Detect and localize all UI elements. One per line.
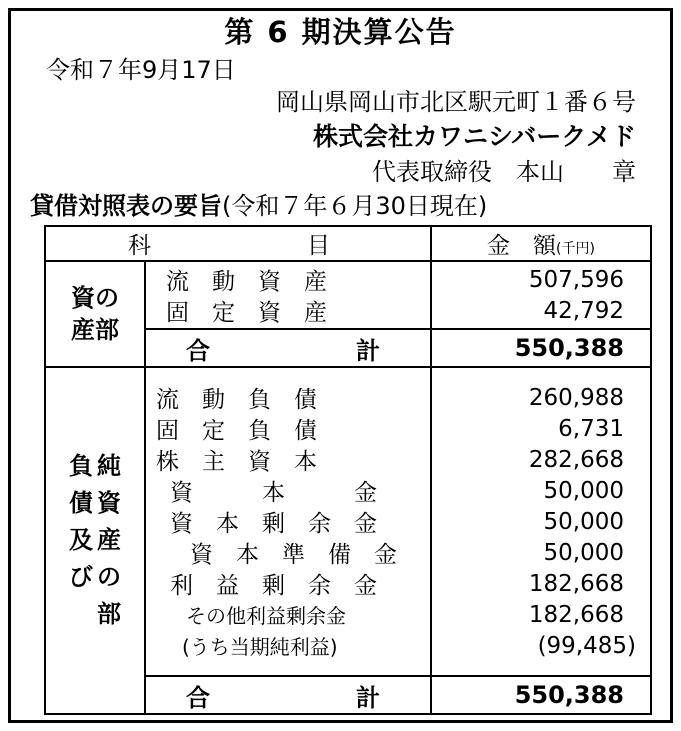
- assets-items: [145, 261, 431, 329]
- liabilities-section: [45, 367, 651, 676]
- assets-values: [431, 261, 651, 329]
- header-unit: (千円): [556, 241, 595, 257]
- liab-char: 及: [69, 525, 93, 554]
- list-item-value: 50,000: [543, 539, 624, 566]
- liabilities-total-label: [145, 676, 431, 714]
- list-item: 固 定 資 産: [166, 300, 327, 326]
- liabilities-values: [431, 367, 651, 676]
- list-item: 資 本 金: [170, 480, 377, 506]
- header-item-left: 科: [128, 233, 151, 259]
- assets-total-label: [145, 329, 431, 367]
- list-item-value: 182,668: [528, 570, 624, 597]
- liab-char: 部: [97, 600, 121, 629]
- company-name: 株式会社カワニシバークメド: [312, 122, 636, 151]
- assets-label-line2: 産部: [71, 316, 119, 344]
- liab-char: び: [69, 563, 93, 592]
- header-amount-label: 金 額: [487, 233, 557, 259]
- assets-section: [45, 261, 651, 329]
- heading-date: (令和７年６月30日現在): [222, 192, 488, 220]
- list-item-value: 182,668: [528, 601, 624, 628]
- notice-date: 令和７年9月17日: [46, 56, 236, 84]
- list-item: 利 益 剰 余 金: [170, 573, 377, 599]
- list-item: 流 動 負 債: [156, 387, 317, 413]
- total-right: 計: [356, 336, 380, 365]
- table-header-row: [45, 226, 651, 261]
- list-item-value: 50,000: [543, 477, 624, 504]
- liabilities-label: [45, 367, 145, 714]
- assets-label-line1: 資の: [71, 283, 119, 312]
- list-item-value: 282,668: [528, 446, 624, 473]
- list-item-value: 507,596: [528, 266, 624, 293]
- header-amount: [431, 226, 651, 261]
- list-item: 資 本 準 備 金: [190, 542, 397, 568]
- representative: 代表取締役 本山 章: [372, 158, 636, 186]
- heading-main: 貸借対照表の要旨: [30, 192, 222, 220]
- liab-char: 負: [69, 451, 93, 480]
- liabilities-items: [145, 367, 431, 676]
- header-item: [45, 226, 431, 261]
- assets-total-value: 550,388: [431, 329, 651, 367]
- list-item-value: 260,988: [528, 384, 624, 411]
- liab-char: 産: [97, 525, 121, 554]
- list-item-value: 6,731: [558, 415, 624, 442]
- total-right: 計: [356, 683, 380, 712]
- liabilities-total-value: 550,388: [431, 676, 651, 714]
- liab-char: 資: [97, 488, 121, 517]
- company-address: 岡山県岡山市北区駅元町１番６号: [276, 88, 636, 116]
- assets-label: [45, 261, 145, 367]
- list-item: 株 主 資 本: [156, 449, 317, 475]
- list-item-value: 42,792: [543, 297, 624, 324]
- liab-char: の: [97, 563, 121, 592]
- total-left: 合: [186, 336, 210, 365]
- list-item: 流 動 資 産: [166, 269, 327, 295]
- total-left: 合: [186, 683, 210, 712]
- list-item: その他利益剰余金: [186, 604, 346, 628]
- list-item: 資 本 剰 余 金: [170, 511, 377, 537]
- list-item-value: (99,485): [537, 632, 636, 659]
- list-item: 固 定 負 債: [156, 418, 317, 444]
- notice-title: 第 6 期決算公告: [224, 15, 457, 49]
- liabilities-label-col2: [97, 448, 121, 634]
- header-item-right: 目: [307, 233, 330, 259]
- liabilities-label-col1: [69, 448, 93, 634]
- liab-char: 債: [69, 488, 93, 517]
- liab-char: 純: [97, 451, 121, 480]
- list-item: (うち当期純利益): [182, 635, 338, 659]
- list-item-value: 50,000: [543, 508, 624, 535]
- balance-sheet-table: [44, 225, 652, 715]
- balance-sheet-heading: [30, 194, 487, 218]
